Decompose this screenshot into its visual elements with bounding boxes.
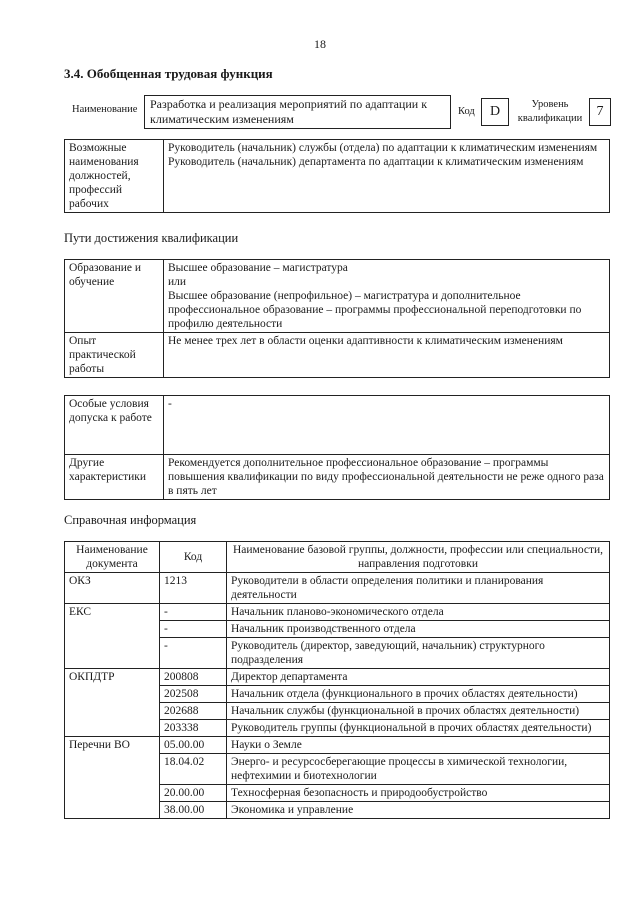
cell-name: Руководитель группы (функциональной в прочих областях деятельности) [227, 720, 610, 737]
table-row [65, 573, 610, 604]
other-value: Рекомендуется дополнительное профессиональное образование – программы повышения квалификации по виду профессиональной деятельности не реже одного раза в пять лет [164, 455, 610, 500]
cell-name: Науки о Земле [227, 737, 610, 754]
cell-code: 202508 [160, 686, 227, 703]
cell-name: Техносферная безопасность и природообустройство [227, 785, 610, 802]
table-row [65, 604, 610, 621]
education-line-3: Высшее образование (непрофильное) – магистратура и дополнительное профессиональное образование – программы профессиональной переподготовки по профилю деятельности [168, 290, 582, 330]
cell-doc: Перечни ВО [65, 737, 160, 819]
reference-header-row [65, 542, 610, 573]
cell-code: 18.04.02 [160, 754, 227, 785]
cell-doc: ОКПДТР [65, 669, 160, 737]
section-title: 3.4. Обобщенная трудовая функция [64, 66, 273, 81]
conditions-table [64, 395, 610, 500]
cell-doc: ОКЗ [65, 573, 160, 604]
other-label: Другие характеристики [65, 455, 164, 500]
table-row [65, 737, 610, 754]
experience-label: Опыт практической работы [65, 333, 164, 378]
header-doc: Наименование документа [65, 542, 160, 573]
cell-name: Руководитель (директор, заведующий, начальник) структурного подразделения [227, 638, 610, 669]
table-row [65, 669, 610, 686]
cell-code: 38.00.00 [160, 802, 227, 819]
conditions-label: Особые условия допуска к работе [65, 396, 164, 455]
cell-code: 200808 [160, 669, 227, 686]
position-line-1: Руководитель (начальник) службы (отдела) по адаптации к климатическим изменениям [168, 142, 598, 154]
cell-code: 1213 [160, 573, 227, 604]
education-table [64, 259, 610, 378]
reference-title: Справочная информация [64, 513, 197, 527]
cell-name: Начальник планово-экономического отдела [227, 604, 610, 621]
cell-code: 05.00.00 [160, 737, 227, 754]
cell-doc: ЕКС [65, 604, 160, 669]
cell-name: Начальник отдела (функционального в прочих областях деятельности) [227, 686, 610, 703]
position-line-2: Руководитель (начальник) департамента по адаптации к климатическим изменениям [168, 156, 584, 168]
cell-code: - [160, 638, 227, 669]
education-line-2: или [168, 276, 187, 288]
cell-code: - [160, 604, 227, 621]
reference-table [64, 541, 610, 819]
cell-name: Начальник службы (функциональной в прочих областях деятельности) [227, 703, 610, 720]
education-label: Образование и обучение [65, 260, 164, 333]
header-name: Наименование базовой группы, должности, профессии или специальности, направления подготовки [227, 542, 610, 573]
cell-code: 202688 [160, 703, 227, 720]
level-label: Уровень квалификации [517, 99, 583, 124]
code-label: Код [458, 106, 475, 117]
paths-title: Пути достижения квалификации [64, 231, 239, 245]
cell-name: Экономика и управление [227, 802, 610, 819]
education-line-1: Высшее образование – магистратура [168, 262, 348, 274]
cell-code: 203338 [160, 720, 227, 737]
level-box: 7 [589, 98, 611, 126]
conditions-value: - [164, 396, 610, 455]
header-code: Код [160, 542, 227, 573]
positions-label: Возможные наименования должностей, профессий рабочих [65, 140, 164, 213]
cell-name: Начальник производственного отдела [227, 621, 610, 638]
cell-code: - [160, 621, 227, 638]
function-name-box: Разработка и реализация мероприятий по адаптации к климатическим изменениям [144, 95, 451, 129]
name-label: Наименование [72, 104, 138, 115]
code-box: D [481, 98, 509, 126]
positions-table [64, 139, 610, 213]
cell-name: Директор департамента [227, 669, 610, 686]
cell-code: 20.00.00 [160, 785, 227, 802]
cell-name: Руководители в области определения политики и планирования деятельности [227, 573, 610, 604]
experience-value: Не менее трех лет в области оценки адаптивности к климатическим изменениям [164, 333, 610, 378]
page-number: 18 [314, 37, 326, 51]
cell-name: Энерго- и ресурсосберегающие процессы в химической технологии, нефтехимии и биотехнологии [227, 754, 610, 785]
